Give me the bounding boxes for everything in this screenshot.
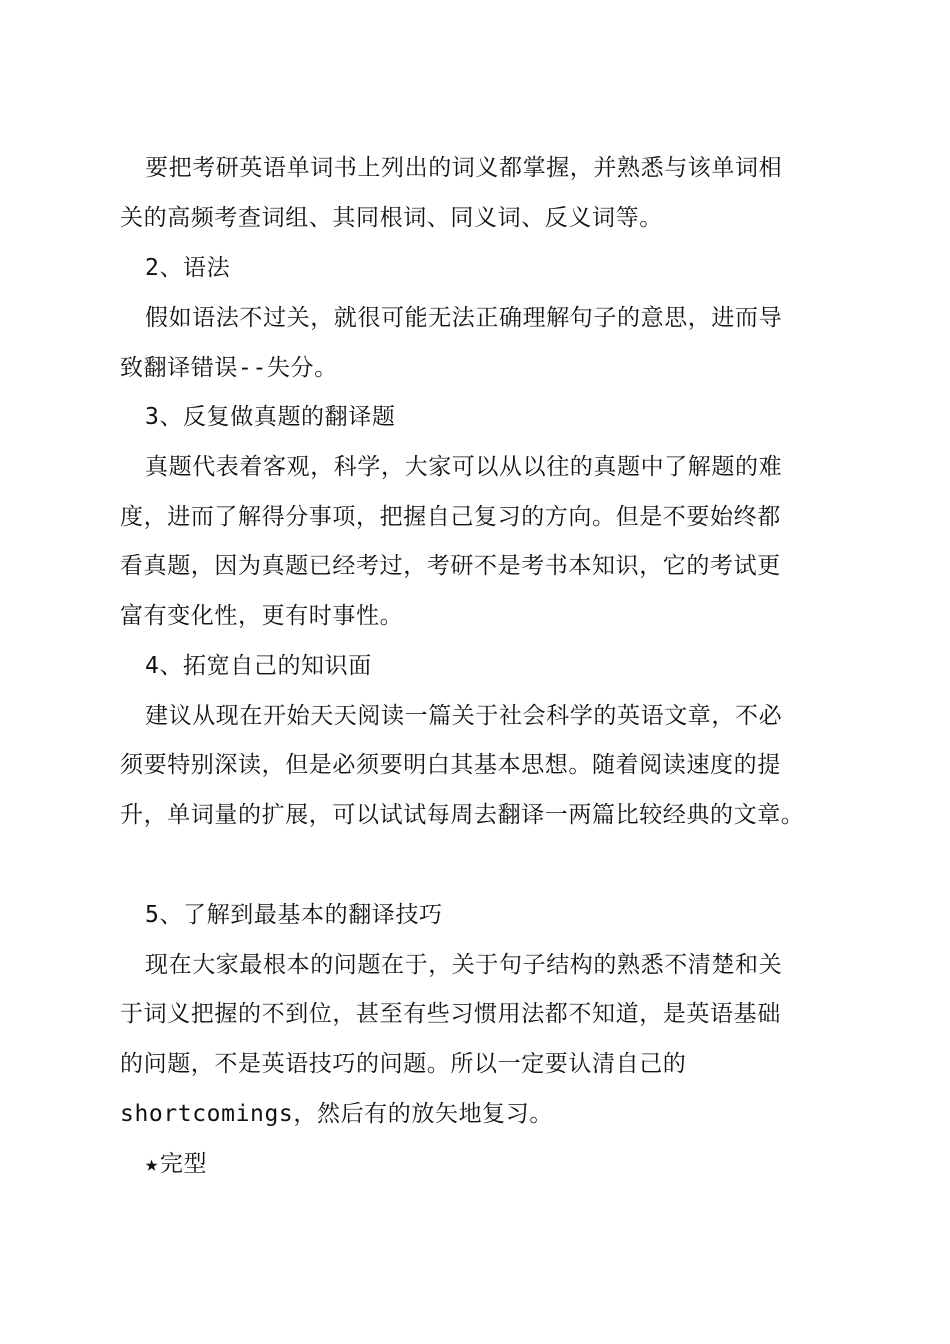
heading-cloze-label: 完型 bbox=[159, 1151, 208, 1177]
paragraph-1-line-2: 关的高频考查词组、其同根词、同义词、反义词等。 bbox=[120, 205, 663, 231]
heading-past-papers: 3、反复做真题的翻译题 bbox=[145, 404, 396, 430]
paragraph-4-line-1: 建议从现在开始天天阅读一篇关于社会科学的英语文章，不必 bbox=[145, 703, 783, 729]
paragraph-4-line-2: 须要特别深读，但是必须要明白其基本思想。随着阅读速度的提 bbox=[120, 752, 781, 778]
heading-grammar: 2、语法 bbox=[145, 255, 231, 281]
paragraph-5-line-1: 现在大家最根本的问题在于，关于句子结构的熟悉不清楚和关 bbox=[145, 952, 783, 978]
star-icon: ★ bbox=[145, 1152, 159, 1177]
paragraph-1-line-1: 要把考研英语单词书上列出的词义都掌握，并熟悉与该单词相 bbox=[145, 155, 783, 181]
paragraph-3-line-1: 真题代表着客观，科学，大家可以从以往的真题中了解题的难 bbox=[145, 454, 783, 480]
heading-broaden-knowledge: 4、拓宽自己的知识面 bbox=[145, 653, 372, 679]
paragraph-3-line-4: 富有变化性，更有时事性。 bbox=[120, 603, 404, 629]
paragraph-5-line-4: shortcomings，然后有的放矢地复习。 bbox=[120, 1101, 553, 1127]
heading-translation-skills: 5、了解到最基本的翻译技巧 bbox=[145, 902, 443, 928]
paragraph-2-line-1: 假如语法不过关，就很可能无法正确理解句子的意思，进而导 bbox=[145, 305, 783, 331]
paragraph-5-line-2: 于词义把握的不到位，甚至有些习惯用法都不知道，是英语基础 bbox=[120, 1001, 781, 1027]
paragraph-5-line-3: 的问题，不是英语技巧的问题。所以一定要认清自己的 bbox=[120, 1051, 687, 1077]
paragraph-3-line-2: 度，进而了解得分事项，把握自己复习的方向。但是不要始终都 bbox=[120, 504, 781, 530]
paragraph-4-line-3: 升，单词量的扩展，可以试试每周去翻译一两篇比较经典的文章。 bbox=[120, 802, 805, 828]
heading-cloze bbox=[145, 1149, 207, 1180]
paragraph-2-line-2: 致翻译错误--失分。 bbox=[120, 355, 338, 381]
paragraph-3-line-3: 看真题，因为真题已经考过，考研不是考书本知识，它的考试更 bbox=[120, 553, 781, 579]
